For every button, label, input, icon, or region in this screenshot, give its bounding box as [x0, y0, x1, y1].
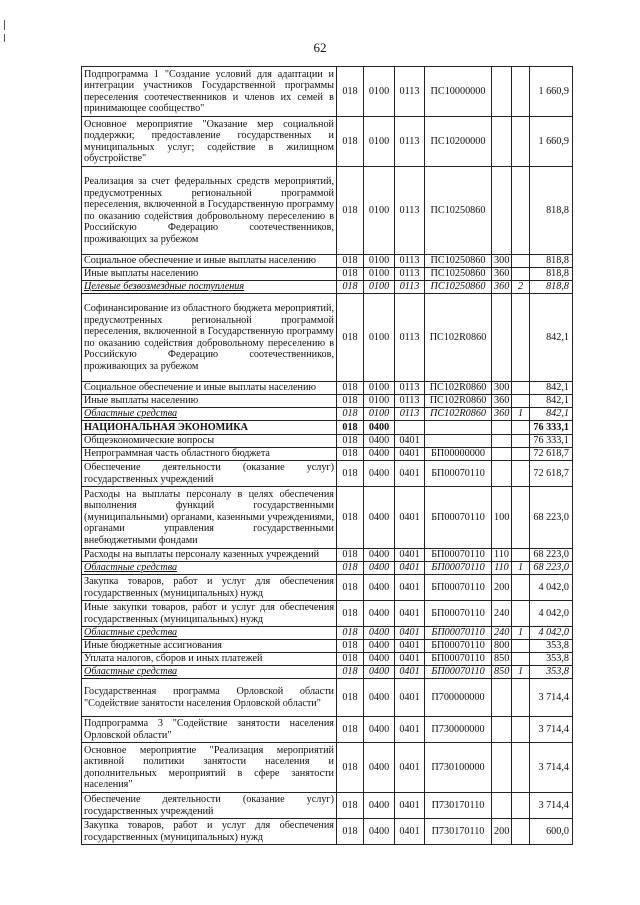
cell-expense-type [492, 294, 512, 382]
cell-ministry-code: 018 [337, 117, 364, 167]
cell-ministry-code: 018 [337, 408, 364, 421]
cell-subsection-code: 0113 [395, 67, 425, 117]
cell-name: Общеэкономические вопросы [82, 435, 337, 448]
cell-section-code: 0100 [364, 117, 395, 167]
cell-name: Основное мероприятие "Оказание мер социальной поддержки; предоставление государственных и муниципальных услуг; содействие в жилищном обустройстве" [82, 117, 337, 167]
cell-section-code: 0400 [364, 666, 395, 679]
cell-amount: 3 714,4 [530, 717, 573, 743]
cell-target-code: БП00070110 [425, 666, 492, 679]
table-row [82, 117, 573, 167]
cell-ministry-code: 018 [337, 562, 364, 575]
cell-section-code: 0400 [364, 717, 395, 743]
cell-subsection-code: 0113 [395, 281, 425, 294]
cell-ministry-code: 018 [337, 653, 364, 666]
table-row [82, 461, 573, 487]
cell-name: Уплата налогов, сборов и иных платежей [82, 653, 337, 666]
cell-section-code: 0400 [364, 601, 395, 627]
cell-section-code: 0100 [364, 408, 395, 421]
cell-section-code: 0400 [364, 461, 395, 487]
cell-ministry-code: 018 [337, 640, 364, 653]
cell-amount: 68 223,0 [530, 487, 573, 549]
cell-ministry-code: 018 [337, 382, 364, 395]
table-row [82, 640, 573, 653]
margin-mark [4, 20, 5, 30]
cell-expense-type: 200 [492, 819, 512, 845]
cell-target-code: ПС10200000 [425, 117, 492, 167]
cell-section-code: 0100 [364, 268, 395, 281]
cell-expense-type [492, 421, 512, 435]
cell-ministry-code: 018 [337, 549, 364, 562]
cell-section-code: 0400 [364, 679, 395, 717]
cell-expense-type: 110 [492, 562, 512, 575]
cell-section-code: 0400 [364, 435, 395, 448]
cell-target-code: БП00070110 [425, 487, 492, 549]
table-row [82, 382, 573, 395]
budget-table [81, 66, 573, 845]
cell-expense-type: 360 [492, 268, 512, 281]
cell-target-code: ПС10250860 [425, 281, 492, 294]
cell-expense-type: 850 [492, 653, 512, 666]
table-row [82, 666, 573, 679]
cell-expense-type [492, 793, 512, 819]
cell-amount: 72 618,7 [530, 448, 573, 461]
cell-target-code [425, 435, 492, 448]
cell-amount: 842,1 [530, 395, 573, 408]
cell-amount: 72 618,7 [530, 461, 573, 487]
table-row [82, 448, 573, 461]
cell-amount: 842,1 [530, 382, 573, 395]
table-row [82, 167, 573, 255]
cell-name: Непрограммная часть областного бюджета [82, 448, 337, 461]
cell-name: Основное мероприятие "Реализация мероприятий активной политики занятости населения и дополнительных мероприятий в сфере занятости населения" [82, 743, 337, 793]
cell-name: Подпрограмма 1 "Создание условий для адаптации и интеграции участников Государственной программы переселения соотечественников и членов их семей в принимающее сообщество" [82, 67, 337, 117]
cell-section-code: 0400 [364, 653, 395, 666]
cell-section-code: 0400 [364, 448, 395, 461]
cell-subsection-code: 0113 [395, 167, 425, 255]
cell-ministry-code: 018 [337, 743, 364, 793]
cell-subsection-code: 0401 [395, 743, 425, 793]
cell-source [512, 167, 530, 255]
cell-target-code: П730100000 [425, 743, 492, 793]
cell-section-code: 0400 [364, 487, 395, 549]
cell-subsection-code: 0401 [395, 793, 425, 819]
table-row [82, 743, 573, 793]
cell-target-code [425, 421, 492, 435]
cell-subsection-code: 0401 [395, 640, 425, 653]
cell-expense-type: 360 [492, 281, 512, 294]
cell-name: Реализация за счет федеральных средств мероприятий, предусмотренных региональной программой переселения, включенной в Государственную программу по оказанию содействия добровольному переселению в Российскую Федерацию соотечественников, проживающих за рубежом [82, 167, 337, 255]
table-row [82, 395, 573, 408]
page-number: 62 [313, 40, 327, 55]
cell-subsection-code: 0401 [395, 717, 425, 743]
cell-amount: 818,8 [530, 268, 573, 281]
cell-expense-type: 850 [492, 666, 512, 679]
table-row [82, 408, 573, 421]
table-row [82, 601, 573, 627]
cell-source [512, 653, 530, 666]
cell-expense-type [492, 117, 512, 167]
cell-subsection-code: 0401 [395, 601, 425, 627]
cell-expense-type [492, 167, 512, 255]
cell-name: Областные средства [82, 562, 337, 575]
cell-name: Целевые безвозмездные поступления [82, 281, 337, 294]
cell-subsection-code: 0401 [395, 819, 425, 845]
table-row [82, 562, 573, 575]
cell-amount: 3 714,4 [530, 743, 573, 793]
cell-source [512, 117, 530, 167]
cell-amount: 600,0 [530, 819, 573, 845]
cell-source [512, 487, 530, 549]
cell-source [512, 743, 530, 793]
cell-subsection-code: 0401 [395, 448, 425, 461]
cell-name: Областные средства [82, 627, 337, 640]
table-body [82, 67, 573, 845]
cell-expense-type: 360 [492, 408, 512, 421]
cell-section-code: 0400 [364, 793, 395, 819]
cell-target-code: ПС10250860 [425, 255, 492, 268]
table-row [82, 255, 573, 268]
cell-target-code: БП00070110 [425, 549, 492, 562]
cell-name: Закупка товаров, работ и услуг для обеспечения государственных (муниципальных) нужд [82, 575, 337, 601]
cell-amount: 68 223,0 [530, 549, 573, 562]
cell-target-code: ПС102R0860 [425, 294, 492, 382]
cell-expense-type: 300 [492, 255, 512, 268]
cell-subsection-code: 0401 [395, 487, 425, 549]
table-row [82, 281, 573, 294]
cell-ministry-code: 018 [337, 448, 364, 461]
cell-ministry-code: 018 [337, 575, 364, 601]
cell-ministry-code: 018 [337, 268, 364, 281]
cell-ministry-code: 018 [337, 167, 364, 255]
cell-expense-type [492, 461, 512, 487]
cell-source [512, 601, 530, 627]
cell-ministry-code: 018 [337, 487, 364, 549]
table-row [82, 268, 573, 281]
cell-expense-type: 800 [492, 640, 512, 653]
cell-name: НАЦИОНАЛЬНАЯ ЭКОНОМИКА [82, 421, 337, 435]
cell-amount: 3 714,4 [530, 793, 573, 819]
cell-source [512, 268, 530, 281]
cell-subsection-code: 0113 [395, 382, 425, 395]
cell-amount: 76 333,1 [530, 435, 573, 448]
cell-subsection-code: 0401 [395, 435, 425, 448]
cell-source: 1 [512, 562, 530, 575]
cell-name: Иные закупки товаров, работ и услуг для обеспечения государственных (муниципальных) нужд [82, 601, 337, 627]
cell-amount: 4 042,0 [530, 627, 573, 640]
cell-section-code: 0100 [364, 255, 395, 268]
cell-target-code: БП00070110 [425, 461, 492, 487]
table-row [82, 294, 573, 382]
cell-section-code: 0100 [364, 167, 395, 255]
cell-subsection-code: 0401 [395, 679, 425, 717]
cell-expense-type: 240 [492, 627, 512, 640]
cell-section-code: 0100 [364, 67, 395, 117]
table-row [82, 717, 573, 743]
cell-subsection-code: 0401 [395, 653, 425, 666]
cell-amount: 1 660,9 [530, 67, 573, 117]
cell-source [512, 294, 530, 382]
cell-source: 1 [512, 408, 530, 421]
cell-expense-type [492, 448, 512, 461]
cell-section-code: 0400 [364, 640, 395, 653]
cell-amount: 842,1 [530, 294, 573, 382]
cell-subsection-code: 0113 [395, 408, 425, 421]
cell-amount: 818,8 [530, 281, 573, 294]
cell-expense-type [492, 717, 512, 743]
cell-subsection-code: 0401 [395, 461, 425, 487]
cell-expense-type: 110 [492, 549, 512, 562]
table-row [82, 653, 573, 666]
table-row [82, 819, 573, 845]
table-row [82, 575, 573, 601]
table-row [82, 549, 573, 562]
table-row [82, 435, 573, 448]
cell-section-code: 0100 [364, 395, 395, 408]
cell-section-code: 0400 [364, 627, 395, 640]
cell-amount: 353,8 [530, 640, 573, 653]
cell-target-code: ПС10250860 [425, 268, 492, 281]
cell-ministry-code: 018 [337, 294, 364, 382]
cell-ministry-code: 018 [337, 461, 364, 487]
cell-name: Закупка товаров, работ и услуг для обеспечения государственных (муниципальных) нужд [82, 819, 337, 845]
cell-section-code: 0400 [364, 819, 395, 845]
cell-target-code: БП00070110 [425, 627, 492, 640]
cell-ministry-code: 018 [337, 717, 364, 743]
cell-amount: 3 714,4 [530, 679, 573, 717]
cell-section-code: 0400 [364, 562, 395, 575]
cell-source [512, 67, 530, 117]
cell-subsection-code: 0401 [395, 627, 425, 640]
cell-target-code: П730170110 [425, 793, 492, 819]
cell-name: Обеспечение деятельности (оказание услуг) государственных учреждений [82, 793, 337, 819]
cell-target-code: БП00070110 [425, 601, 492, 627]
cell-section-code: 0400 [364, 575, 395, 601]
cell-section-code: 0100 [364, 281, 395, 294]
cell-amount: 68 223,0 [530, 562, 573, 575]
cell-target-code: П700000000 [425, 679, 492, 717]
cell-ministry-code: 018 [337, 255, 364, 268]
cell-source [512, 717, 530, 743]
cell-source [512, 575, 530, 601]
cell-target-code: ПС10250860 [425, 167, 492, 255]
table-row [82, 679, 573, 717]
cell-source: 1 [512, 666, 530, 679]
cell-amount: 842,1 [530, 408, 573, 421]
cell-source: 2 [512, 281, 530, 294]
cell-source [512, 549, 530, 562]
cell-source [512, 640, 530, 653]
cell-name: Расходы на выплаты персоналу казенных учреждений [82, 549, 337, 562]
cell-ministry-code: 018 [337, 435, 364, 448]
cell-expense-type: 100 [492, 487, 512, 549]
margin-mark [4, 34, 5, 42]
table-row [82, 627, 573, 640]
cell-section-code: 0100 [364, 382, 395, 395]
cell-source [512, 395, 530, 408]
cell-expense-type [492, 743, 512, 793]
cell-ministry-code: 018 [337, 281, 364, 294]
cell-source [512, 819, 530, 845]
cell-subsection-code [395, 421, 425, 435]
cell-source: 1 [512, 627, 530, 640]
cell-name: Софинансирование из областного бюджета мероприятий, предусмотренных региональной программой переселения, включенной в Государственную программу по оказанию содействия добровольному переселению в Российскую Федерацию соотечественников, проживающих за рубежом [82, 294, 337, 382]
cell-target-code: П730170110 [425, 819, 492, 845]
cell-ministry-code: 018 [337, 421, 364, 435]
cell-target-code: ПС102R0860 [425, 395, 492, 408]
cell-target-code: БП00070110 [425, 575, 492, 601]
cell-ministry-code: 018 [337, 793, 364, 819]
cell-source [512, 255, 530, 268]
cell-subsection-code: 0401 [395, 549, 425, 562]
table-row [82, 67, 573, 117]
cell-target-code: ПС102R0860 [425, 382, 492, 395]
cell-source [512, 679, 530, 717]
cell-name: Областные средства [82, 666, 337, 679]
cell-target-code: БП00070110 [425, 562, 492, 575]
cell-section-code: 0400 [364, 549, 395, 562]
cell-ministry-code: 018 [337, 67, 364, 117]
cell-ministry-code: 018 [337, 601, 364, 627]
cell-target-code: БП00000000 [425, 448, 492, 461]
cell-name: Обеспечение деятельности (оказание услуг) государственных учреждений [82, 461, 337, 487]
cell-ministry-code: 018 [337, 679, 364, 717]
cell-expense-type: 200 [492, 575, 512, 601]
cell-ministry-code: 018 [337, 819, 364, 845]
cell-target-code: БП00070110 [425, 653, 492, 666]
cell-subsection-code: 0113 [395, 268, 425, 281]
cell-name: Областные средства [82, 408, 337, 421]
cell-expense-type [492, 435, 512, 448]
cell-amount: 1 660,9 [530, 117, 573, 167]
cell-amount: 76 333,1 [530, 421, 573, 435]
cell-expense-type: 360 [492, 395, 512, 408]
cell-ministry-code: 018 [337, 395, 364, 408]
cell-name: Социальное обеспечение и иные выплаты населению [82, 382, 337, 395]
cell-name: Иные бюджетные ассигнования [82, 640, 337, 653]
cell-subsection-code: 0113 [395, 255, 425, 268]
cell-amount: 353,8 [530, 653, 573, 666]
table-row [82, 793, 573, 819]
cell-subsection-code: 0113 [395, 294, 425, 382]
cell-target-code: БП00070110 [425, 640, 492, 653]
cell-target-code: П730000000 [425, 717, 492, 743]
cell-source [512, 793, 530, 819]
table-row [82, 487, 573, 549]
cell-amount: 353,8 [530, 666, 573, 679]
cell-section-code: 0400 [364, 421, 395, 435]
cell-amount: 818,8 [530, 255, 573, 268]
cell-ministry-code: 018 [337, 666, 364, 679]
cell-section-code: 0400 [364, 743, 395, 793]
cell-target-code: ПС10000000 [425, 67, 492, 117]
cell-target-code: ПС102R0860 [425, 408, 492, 421]
cell-subsection-code: 0113 [395, 395, 425, 408]
cell-amount: 4 042,0 [530, 601, 573, 627]
cell-name: Иные выплаты населению [82, 395, 337, 408]
cell-source [512, 421, 530, 435]
cell-subsection-code: 0401 [395, 562, 425, 575]
cell-subsection-code: 0113 [395, 117, 425, 167]
cell-expense-type: 300 [492, 382, 512, 395]
cell-name: Подпрограмма 3 "Содействие занятости населения Орловской области" [82, 717, 337, 743]
cell-name: Иные выплаты населению [82, 268, 337, 281]
cell-expense-type [492, 679, 512, 717]
table-row [82, 421, 573, 435]
cell-ministry-code: 018 [337, 627, 364, 640]
cell-source [512, 435, 530, 448]
cell-name: Расходы на выплаты персоналу в целях обеспечения выполнения функций государственными (муниципальными) органами, казенными учреждениями, органами управления государственными внебюджетными фондами [82, 487, 337, 549]
cell-subsection-code: 0401 [395, 575, 425, 601]
cell-name: Социальное обеспечение и иные выплаты населению [82, 255, 337, 268]
cell-section-code: 0100 [364, 294, 395, 382]
cell-source [512, 448, 530, 461]
cell-source [512, 382, 530, 395]
cell-subsection-code: 0401 [395, 666, 425, 679]
cell-amount: 818,8 [530, 167, 573, 255]
cell-expense-type: 240 [492, 601, 512, 627]
cell-name: Государственная программа Орловской области "Содействие занятости населения Орловской области" [82, 679, 337, 717]
cell-expense-type [492, 67, 512, 117]
cell-amount: 4 042,0 [530, 575, 573, 601]
cell-source [512, 461, 530, 487]
